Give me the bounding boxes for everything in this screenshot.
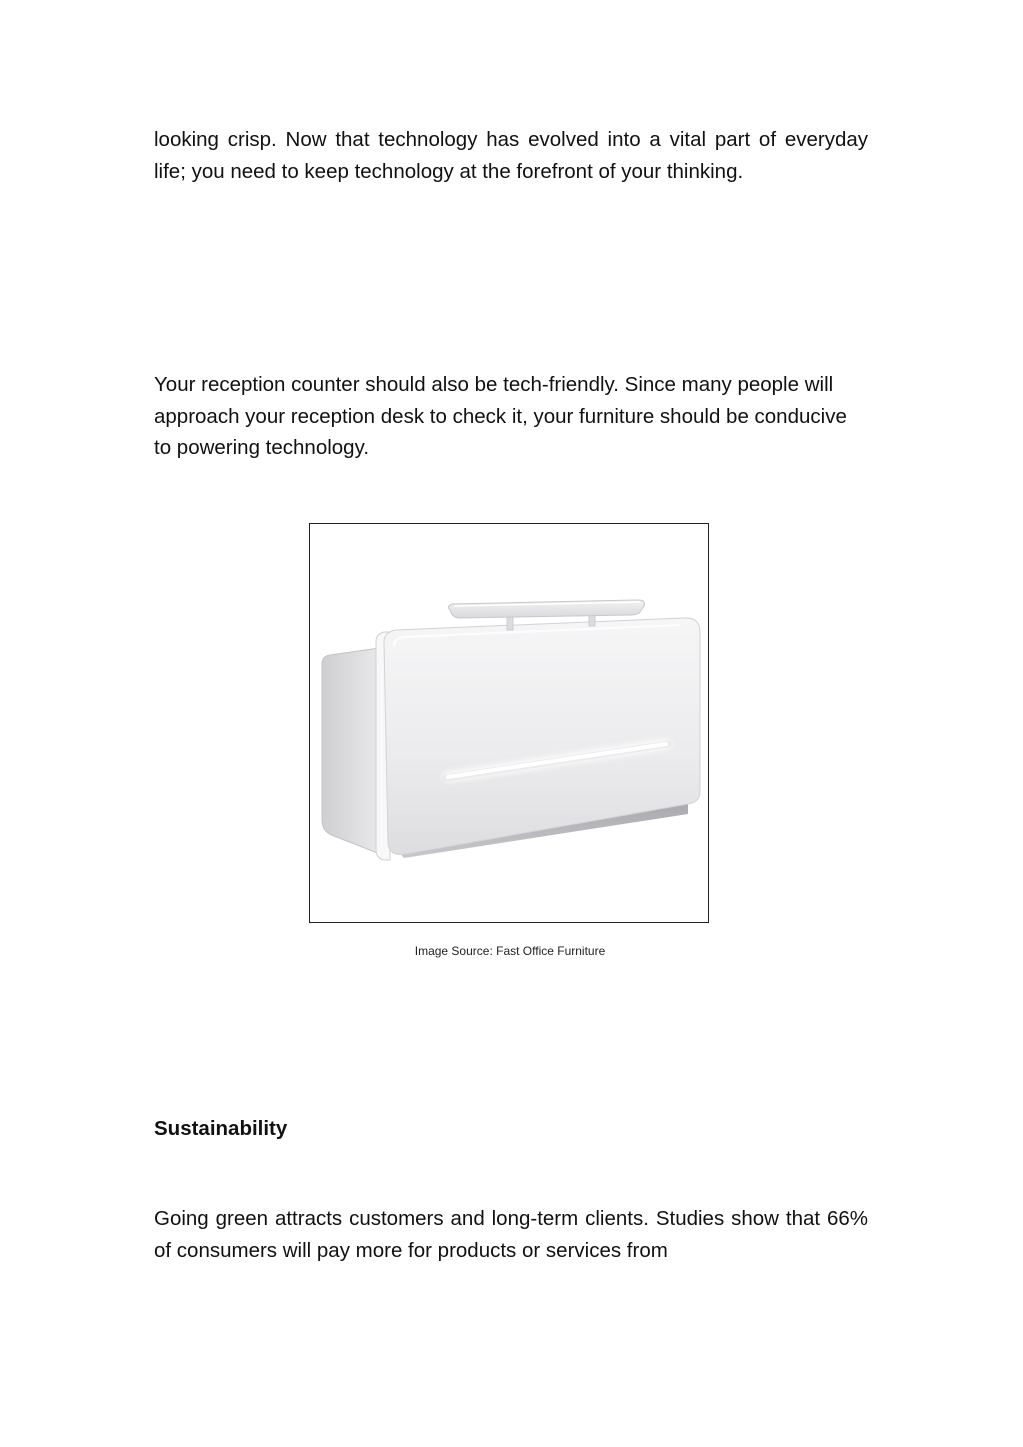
body-paragraph-technology: looking crisp. Now that technology has evolved into a vital part of everyday life; you need to keep technology at the forefront of your thinking. — [154, 128, 868, 183]
body-paragraph-tech-friendly: Your reception counter should also be tech-friendly. Since many people will approach your reception desk to check it, your furniture should be conducive to powering technology. — [154, 373, 847, 459]
reception-desk-image — [310, 524, 710, 924]
reception-desk-figure — [309, 523, 709, 923]
body-paragraph-going-green: Going green attracts customers and long-term clients. Studies show that 66% of consumers will pay more for products or services from — [154, 1207, 868, 1262]
section-heading: Sustainability — [154, 1117, 288, 1140]
image-caption: Image Source: Fast Office Furniture — [414, 944, 606, 958]
